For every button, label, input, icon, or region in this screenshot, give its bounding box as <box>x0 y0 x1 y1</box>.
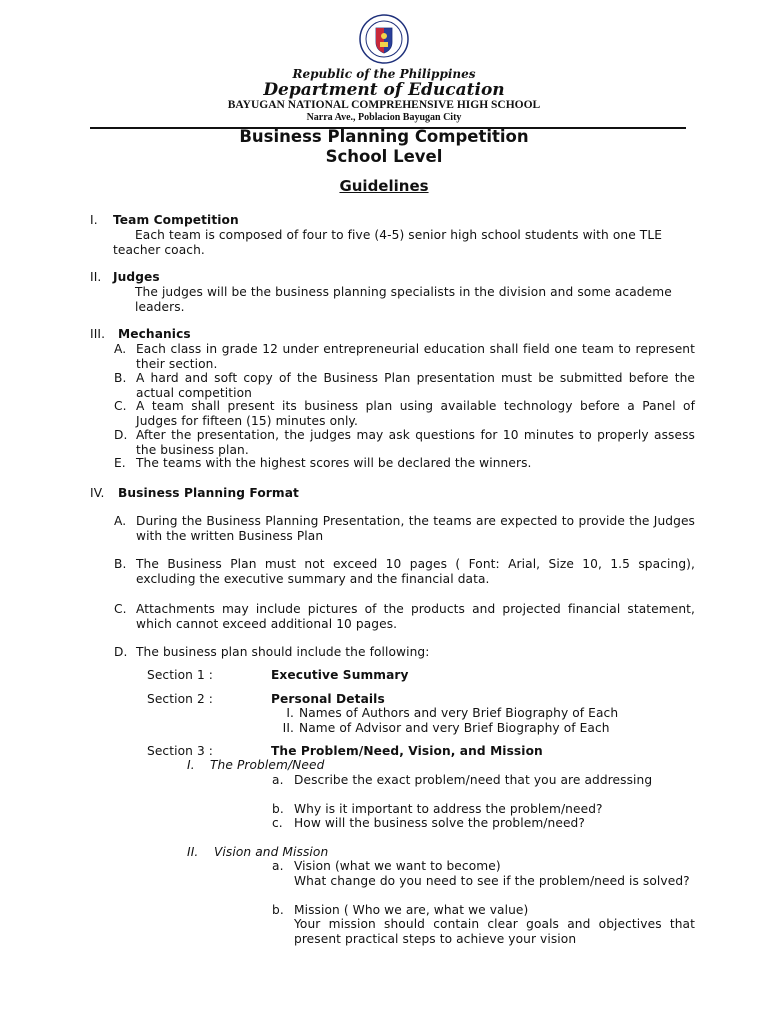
plan-section-2-title: Personal Details <box>271 692 385 706</box>
mechanics-item-text: The teams with the highest scores will be declared the winners. <box>136 456 532 470</box>
guidelines-heading: Guidelines <box>339 177 429 195</box>
problem-item-text: Why is it important to address the problem/need? <box>294 802 603 816</box>
format-item-label: D. <box>114 645 128 659</box>
mechanics-item-label: D. <box>114 428 128 442</box>
vision-item-text: Vision (what we want to become) <box>294 859 501 873</box>
plan-section-2-label: Section 2 : <box>147 692 213 706</box>
mechanics-item-text: Each class in grade 12 under entrepreneurial education shall field one team to represent their section. <box>136 342 695 371</box>
school-address: Narra Ave., Poblacion Bayugan City <box>306 112 462 123</box>
personal-details-text: Name of Advisor and very Brief Biography of Each <box>299 721 610 735</box>
format-item-text: The business plan should include the following: <box>136 645 430 659</box>
problem-item-label: c. <box>272 816 283 830</box>
format-item-text: The Business Plan must not exceed 10 pages ( Font: Arial, Size 10, 1.5 spacing), excluding the executive summary and the financial data. <box>136 557 695 586</box>
personal-details-number: II. <box>282 721 294 735</box>
problem-item-label: b. <box>272 802 284 816</box>
section-1-number: I. <box>90 213 98 227</box>
format-item-text: During the Business Planning Presentation, the teams are expected to provide the Judges with the written Business Plan <box>136 514 695 543</box>
section-4-title: Business Planning Format <box>118 486 299 500</box>
section-3-number: III. <box>90 327 106 341</box>
mission-item-label: b. <box>272 903 284 917</box>
section-2-text: The judges will be the business planning specialists in the division and some academe leaders. <box>135 285 672 314</box>
plan-section-1-label: Section 1 : <box>147 668 213 682</box>
format-item-text: Attachments may include pictures of the products and projected financial statement, which cannot exceed additional 10 pages. <box>136 602 695 631</box>
problem-need-number: I. <box>187 758 195 772</box>
mission-item-detail: Your mission should contain clear goals and objectives that present practical steps to achieve your vision <box>294 917 695 946</box>
vision-item-label: a. <box>272 859 284 873</box>
mechanics-item-text: After the presentation, the judges may ask questions for 10 minutes to properly assess the business plan. <box>136 428 695 457</box>
section-3-title: Mechanics <box>118 327 191 341</box>
vision-mission-title: Vision and Mission <box>214 845 329 859</box>
format-item-label: C. <box>114 602 127 616</box>
section-1-title: Team Competition <box>113 213 239 227</box>
school-name: BAYUGAN NATIONAL COMPREHENSIVE HIGH SCHOOL <box>227 99 541 111</box>
republic-line: Republic of the Philippines <box>292 67 476 81</box>
mechanics-item-text: A hard and soft copy of the Business Plan presentation must be submitted before the actual competition <box>136 371 695 400</box>
section-1-text: Each team is composed of four to five (4-5) senior high school students with one TLE teacher coach. <box>113 228 663 257</box>
personal-details-number: I. <box>286 706 294 720</box>
problem-item-text: Describe the exact problem/need that you are addressing <box>294 773 653 787</box>
mechanics-item-label: E. <box>114 456 126 470</box>
vision-mission-number: II. <box>187 845 199 859</box>
plan-section-1-title: Executive Summary <box>271 668 409 682</box>
mechanics-item-text: A team shall present its business plan using available technology before a Panel of Judges for fifteen (15) minutes only. <box>136 399 695 428</box>
personal-details-text: Names of Authors and very Brief Biography of Each <box>299 706 619 720</box>
problem-item-text: How will the business solve the problem/need? <box>294 816 585 830</box>
vision-item-detail: What change do you need to see if the problem/need is solved? <box>294 874 690 888</box>
mechanics-item-label: C. <box>114 399 127 413</box>
problem-need-title: The Problem/Need <box>210 758 325 772</box>
deped-seal <box>359 14 409 64</box>
section-2-title: Judges <box>113 270 160 284</box>
department-title: Department of Education <box>263 80 505 100</box>
plan-section-3-title: The Problem/Need, Vision, and Mission <box>271 744 543 758</box>
mechanics-item-label: B. <box>114 371 127 385</box>
format-item-label: A. <box>114 514 127 528</box>
problem-item-label: a. <box>272 773 284 787</box>
format-item-label: B. <box>114 557 127 571</box>
document-subtitle: School Level <box>325 147 443 166</box>
mission-item-text: Mission ( Who we are, what we value) <box>294 903 529 917</box>
section-4-number: IV. <box>90 486 105 500</box>
mechanics-item-label: A. <box>114 342 127 356</box>
document-title: Business Planning Competition <box>239 127 529 146</box>
plan-section-3-label: Section 3 : <box>147 744 213 758</box>
section-2-number: II. <box>90 270 102 284</box>
